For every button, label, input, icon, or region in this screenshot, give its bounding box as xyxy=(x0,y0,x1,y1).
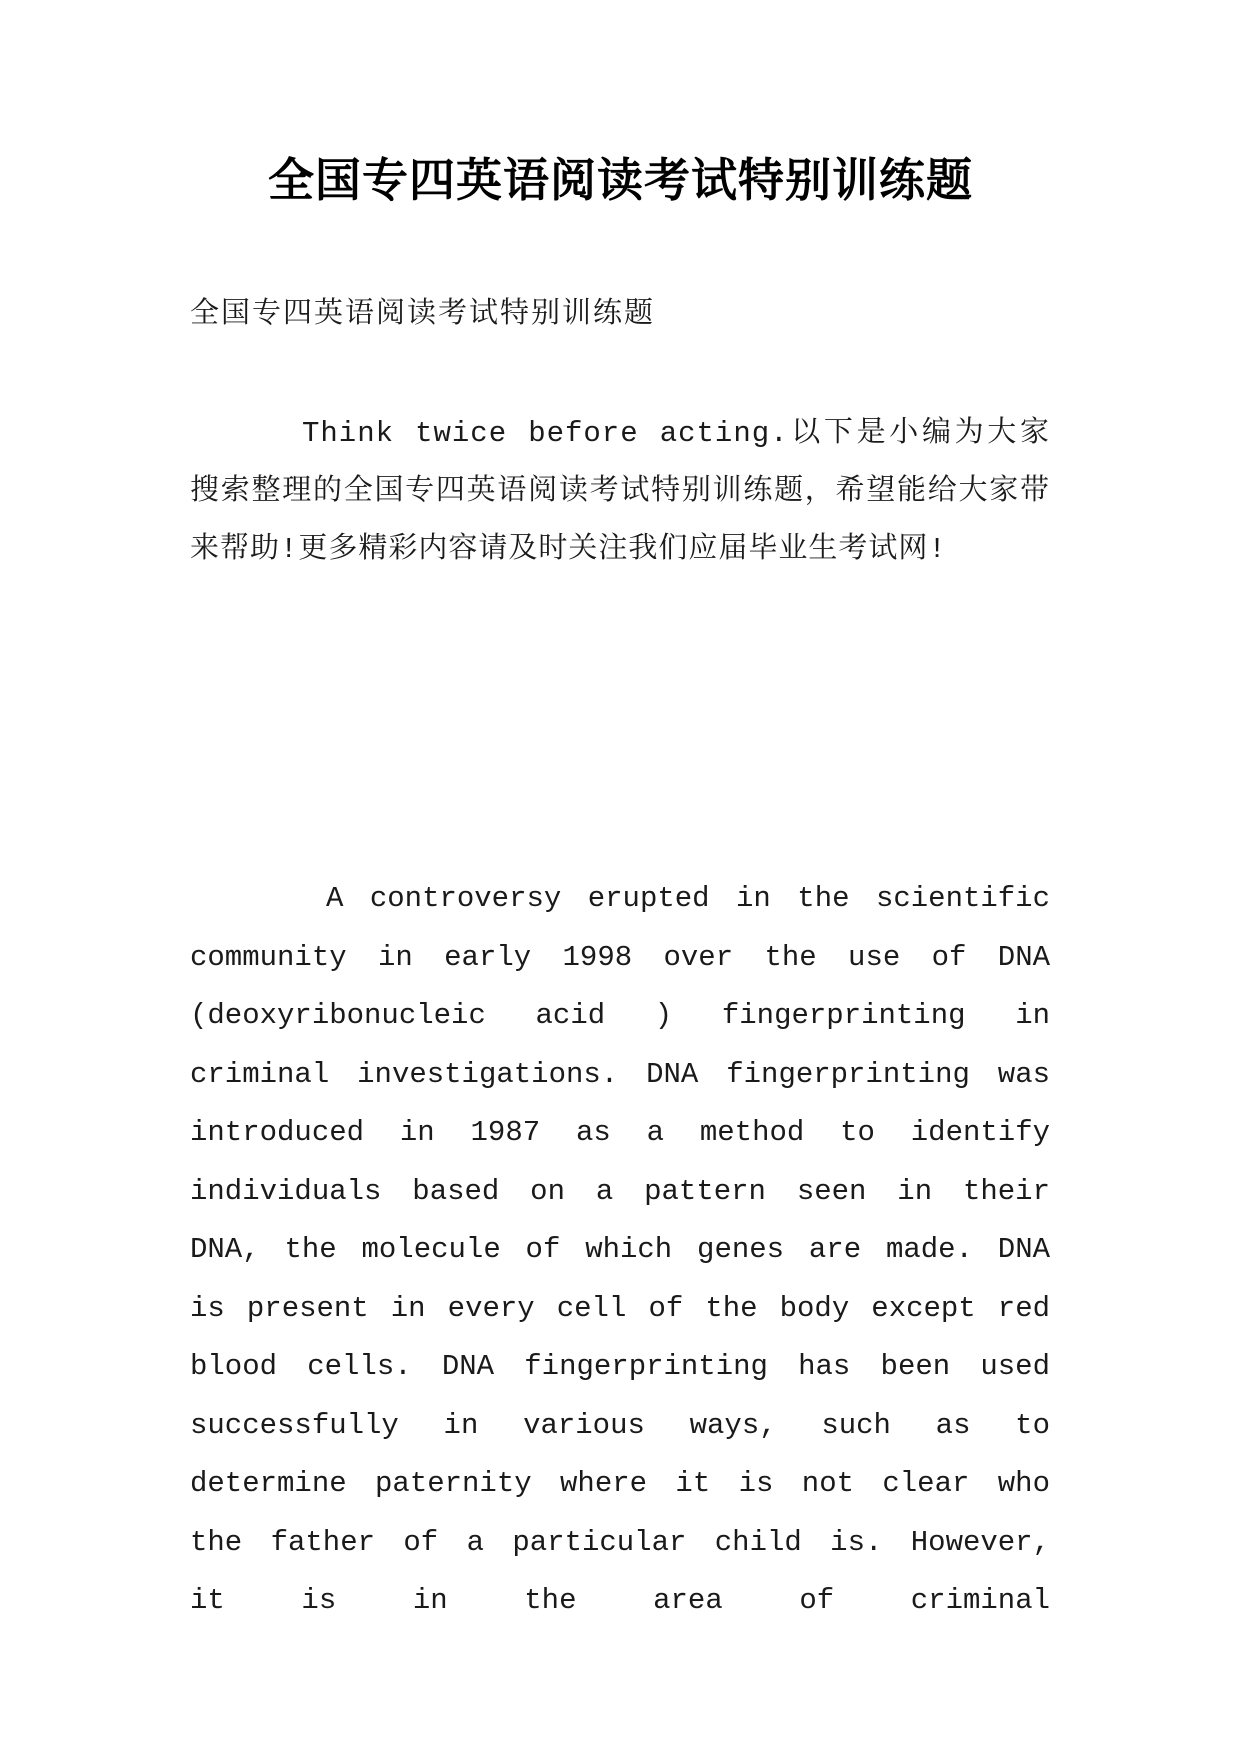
intro-paragraph: Think twice before acting.以下是小编为大家搜索整理的全国专四英语阅读考试特别训练题，希望能给大家带来帮助!更多精彩内容请及时关注我们应届毕业生考试网! xyxy=(190,417,1050,566)
document-title: 全国专四英语阅读考试特别训练题 xyxy=(268,153,973,207)
reading-passage: A controversy erupted in the scientific community in early 1998 over the use of DNA (deoxyribonucleic acid ) fingerprinting in criminal investigations. DNA fingerprinting was introduced in 1987 as a method to identify individuals based on a pattern seen in their DNA, the molecule of which genes are made. DNA is present in every cell of the body except red blood cells. DNA fingerprinting has been used successfully in various ways, such as to determine paternity where it is not clear who the father of a particular child is. However, it is in the area of criminal xyxy=(190,882,1050,1617)
document-subtitle: 全国专四英语阅读考试特别训练题 xyxy=(190,298,656,331)
